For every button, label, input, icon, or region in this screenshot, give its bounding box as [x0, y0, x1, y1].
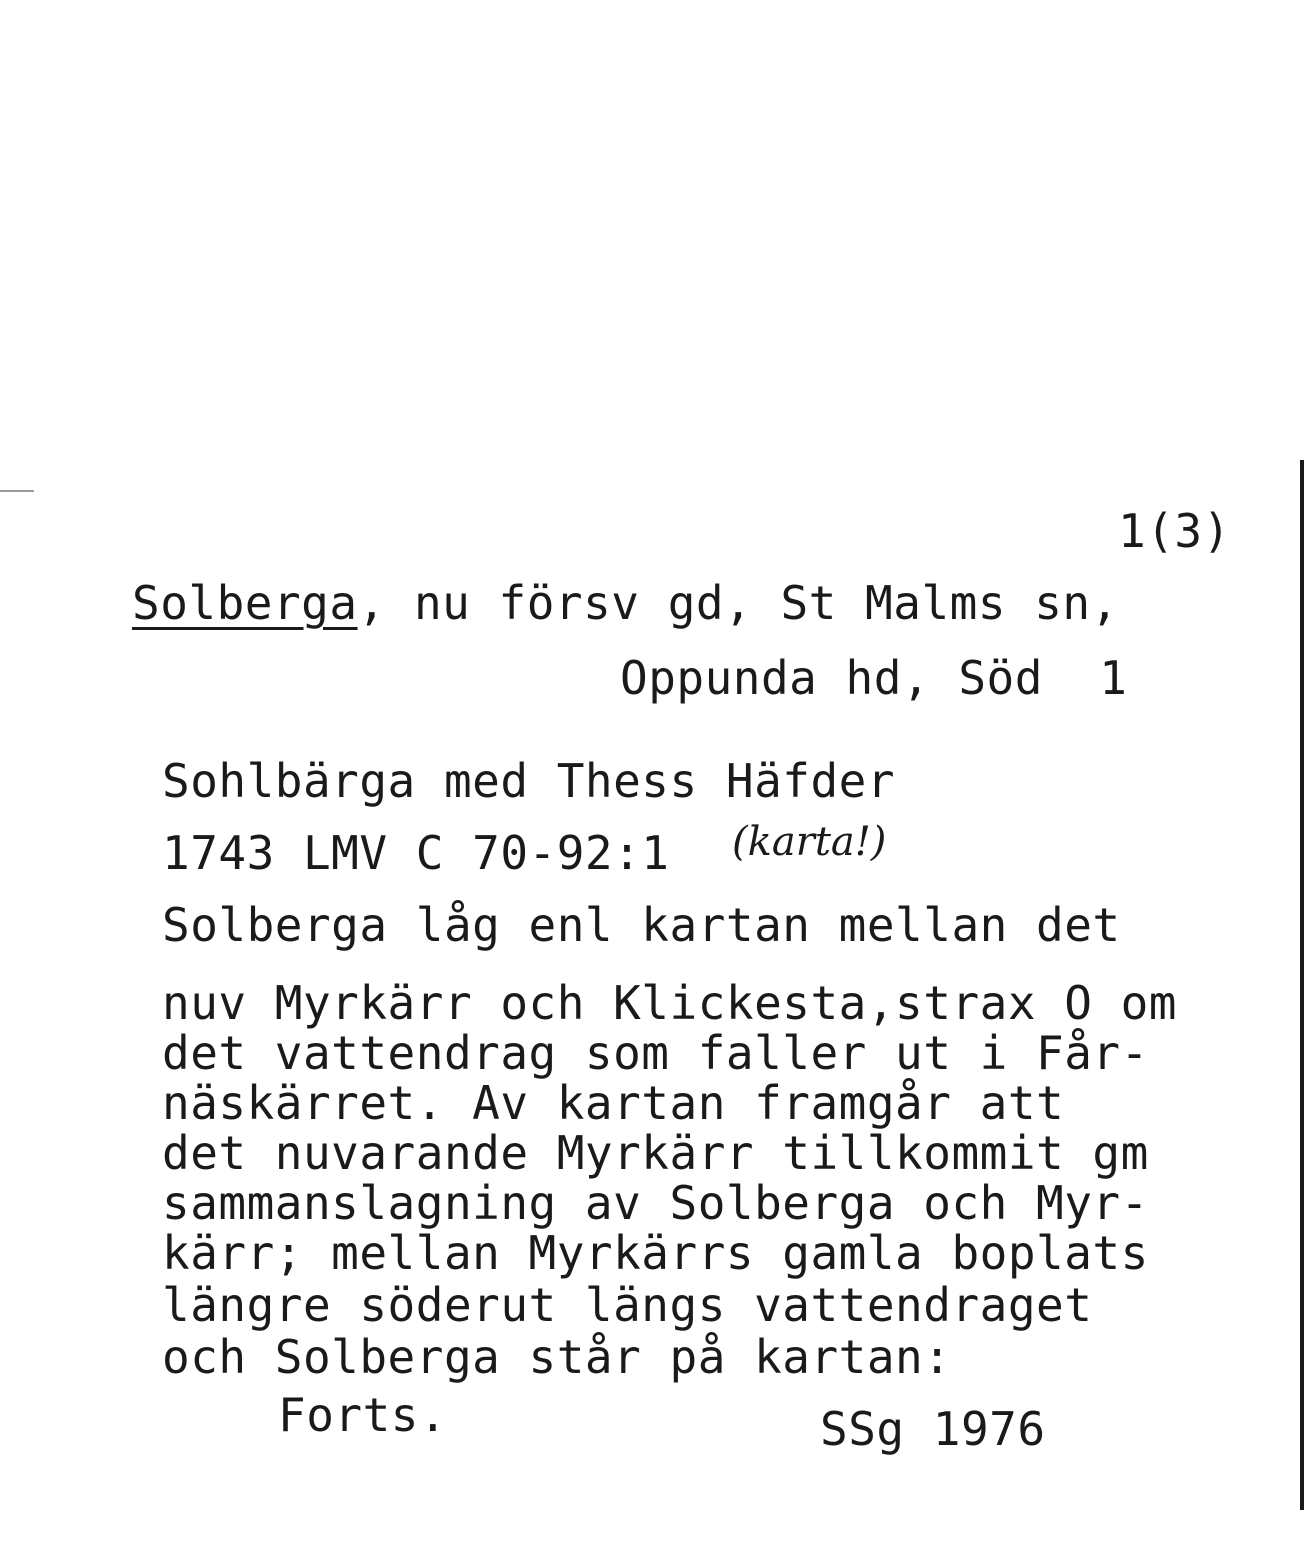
source-title: Sohlbärga med Thess Häfder: [162, 754, 896, 808]
body-line-1: Solberga låg enl kartan mellan det: [162, 898, 1121, 952]
body-line-3: det vattendrag som faller ut i Får-: [162, 1026, 1149, 1080]
heading-line-1: [132, 576, 1119, 630]
heading-line-2: Oppunda hd, Söd 1: [620, 651, 1128, 705]
body-line-8: längre söderut längs vattendraget: [162, 1278, 1093, 1332]
handwritten-note: (karta!): [732, 819, 887, 865]
body-line-5: det nuvarande Myrkärr tillkommit gm: [162, 1126, 1149, 1180]
body-line-7: kärr; mellan Myrkärrs gamla boplats: [162, 1226, 1149, 1280]
body-line-2: nuv Myrkärr och Klickesta,strax O om: [162, 976, 1177, 1030]
body-line-6: sammanslagning av Solberga och Myr-: [162, 1176, 1149, 1230]
page-number: 1(3): [1118, 504, 1231, 558]
card-right-edge: [1300, 460, 1304, 1510]
scan-edge-mark: [0, 490, 34, 492]
continued-note: Forts.: [278, 1388, 448, 1442]
signature: SSg 1976: [820, 1402, 1046, 1456]
body-line-9: och Solberga står på kartan:: [162, 1330, 952, 1384]
heading-line-1-rest: , nu försv gd, St Malms sn,: [357, 576, 1119, 630]
source-reference: 1743 LMV C 70-92:1: [162, 826, 670, 880]
body-line-4: näskärret. Av kartan framgår att: [162, 1076, 1065, 1130]
place-name: Solberga: [132, 576, 358, 630]
